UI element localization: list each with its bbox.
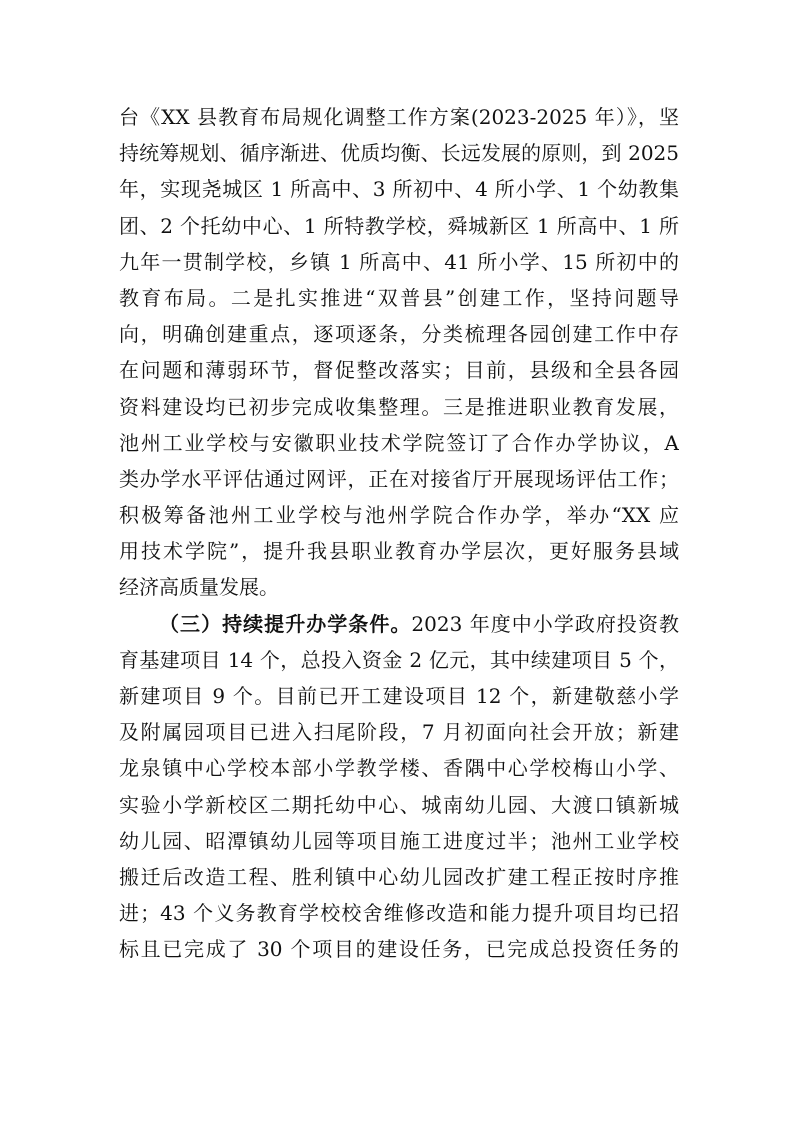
text-line: 新建项目 9 个。目前已开工建设项目 12 个，新建敬慈小学	[119, 684, 679, 708]
text-line: 及附属园项目已进入扫尾阶段，7 月初面向社会开放；新建	[119, 720, 679, 745]
section-heading: （三）持续提升办学条件。	[159, 611, 412, 636]
text-line: 池州工业学校与安徽职业技术学院签订了合作办学协议，A	[119, 430, 679, 455]
text-line: 向，明确创建重点，逐项逐条，分类梳理各园创建工作中存	[119, 322, 679, 347]
text-line: 类办学水平评估通过网评，正在对接省厅开展现场评估工作；	[119, 466, 679, 491]
text-line: 进；43 个义务教育学校校舍维修改造和能力提升项目均已招	[119, 901, 679, 926]
text-line: 幼儿园、昭潭镇幼儿园等项目施工进度过半；池州工业学校	[119, 828, 679, 853]
text-line: 育基建项目 14 个，总投入资金 2 亿元，其中续建项目 5 个，	[119, 647, 679, 672]
text-line: 在问题和薄弱环节，督促整改落实；目前，县级和全县各园	[119, 358, 679, 383]
body-text	[119, 99, 679, 968]
text-line: 年，实现尧城区 1 所高中、3 所初中、4 所小学、1 个幼教集	[119, 177, 679, 202]
text-line: 台《XX 县教育布局规化调整工作方案(2023-2025 年）》，坚	[119, 105, 679, 129]
text-line: 搬迁后改造工程、胜利镇中心幼儿园改扩建工程正按时序推	[119, 864, 679, 889]
paragraph	[119, 99, 679, 606]
text-line: 持统筹规划、循序渐进、优质均衡、长远发展的原则，到 2025	[119, 141, 679, 166]
text-run: 2023 年度中小学政府投资教	[411, 611, 679, 636]
text-line: 资料建设均已初步完成收集整理。三是推进职业教育发展，	[119, 394, 679, 419]
text-line: 教育布局。二是扎实推进“双普县”创建工作，坚持问题导	[119, 285, 679, 310]
text-line	[119, 606, 679, 642]
paragraph	[119, 606, 679, 968]
text-line: 九年一贯制学校，乡镇 1 所高中、41 所小学、15 所初中的	[119, 249, 679, 274]
text-line: 积极筹备池州工业学校与池州学院合作办学，举办“XX 应	[119, 503, 679, 528]
text-line: 龙泉镇中心学校本部小学教学楼、香隅中心学校梅山小学、	[119, 756, 679, 781]
text-line: 标且已完成了 30 个项目的建设任务，已完成总投资任务的	[119, 937, 679, 962]
text-line: 团、2 个托幼中心、1 所特教学校，舜城新区 1 所高中、1 所	[119, 213, 679, 238]
text-line: 实验小学新校区二期托幼中心、城南幼儿园、大渡口镇新城	[119, 792, 679, 817]
text-line: 用技术学院”，提升我县职业教育办学层次，更好服务县域	[119, 539, 679, 564]
text-line: 经济高质量发展。	[119, 575, 279, 600]
